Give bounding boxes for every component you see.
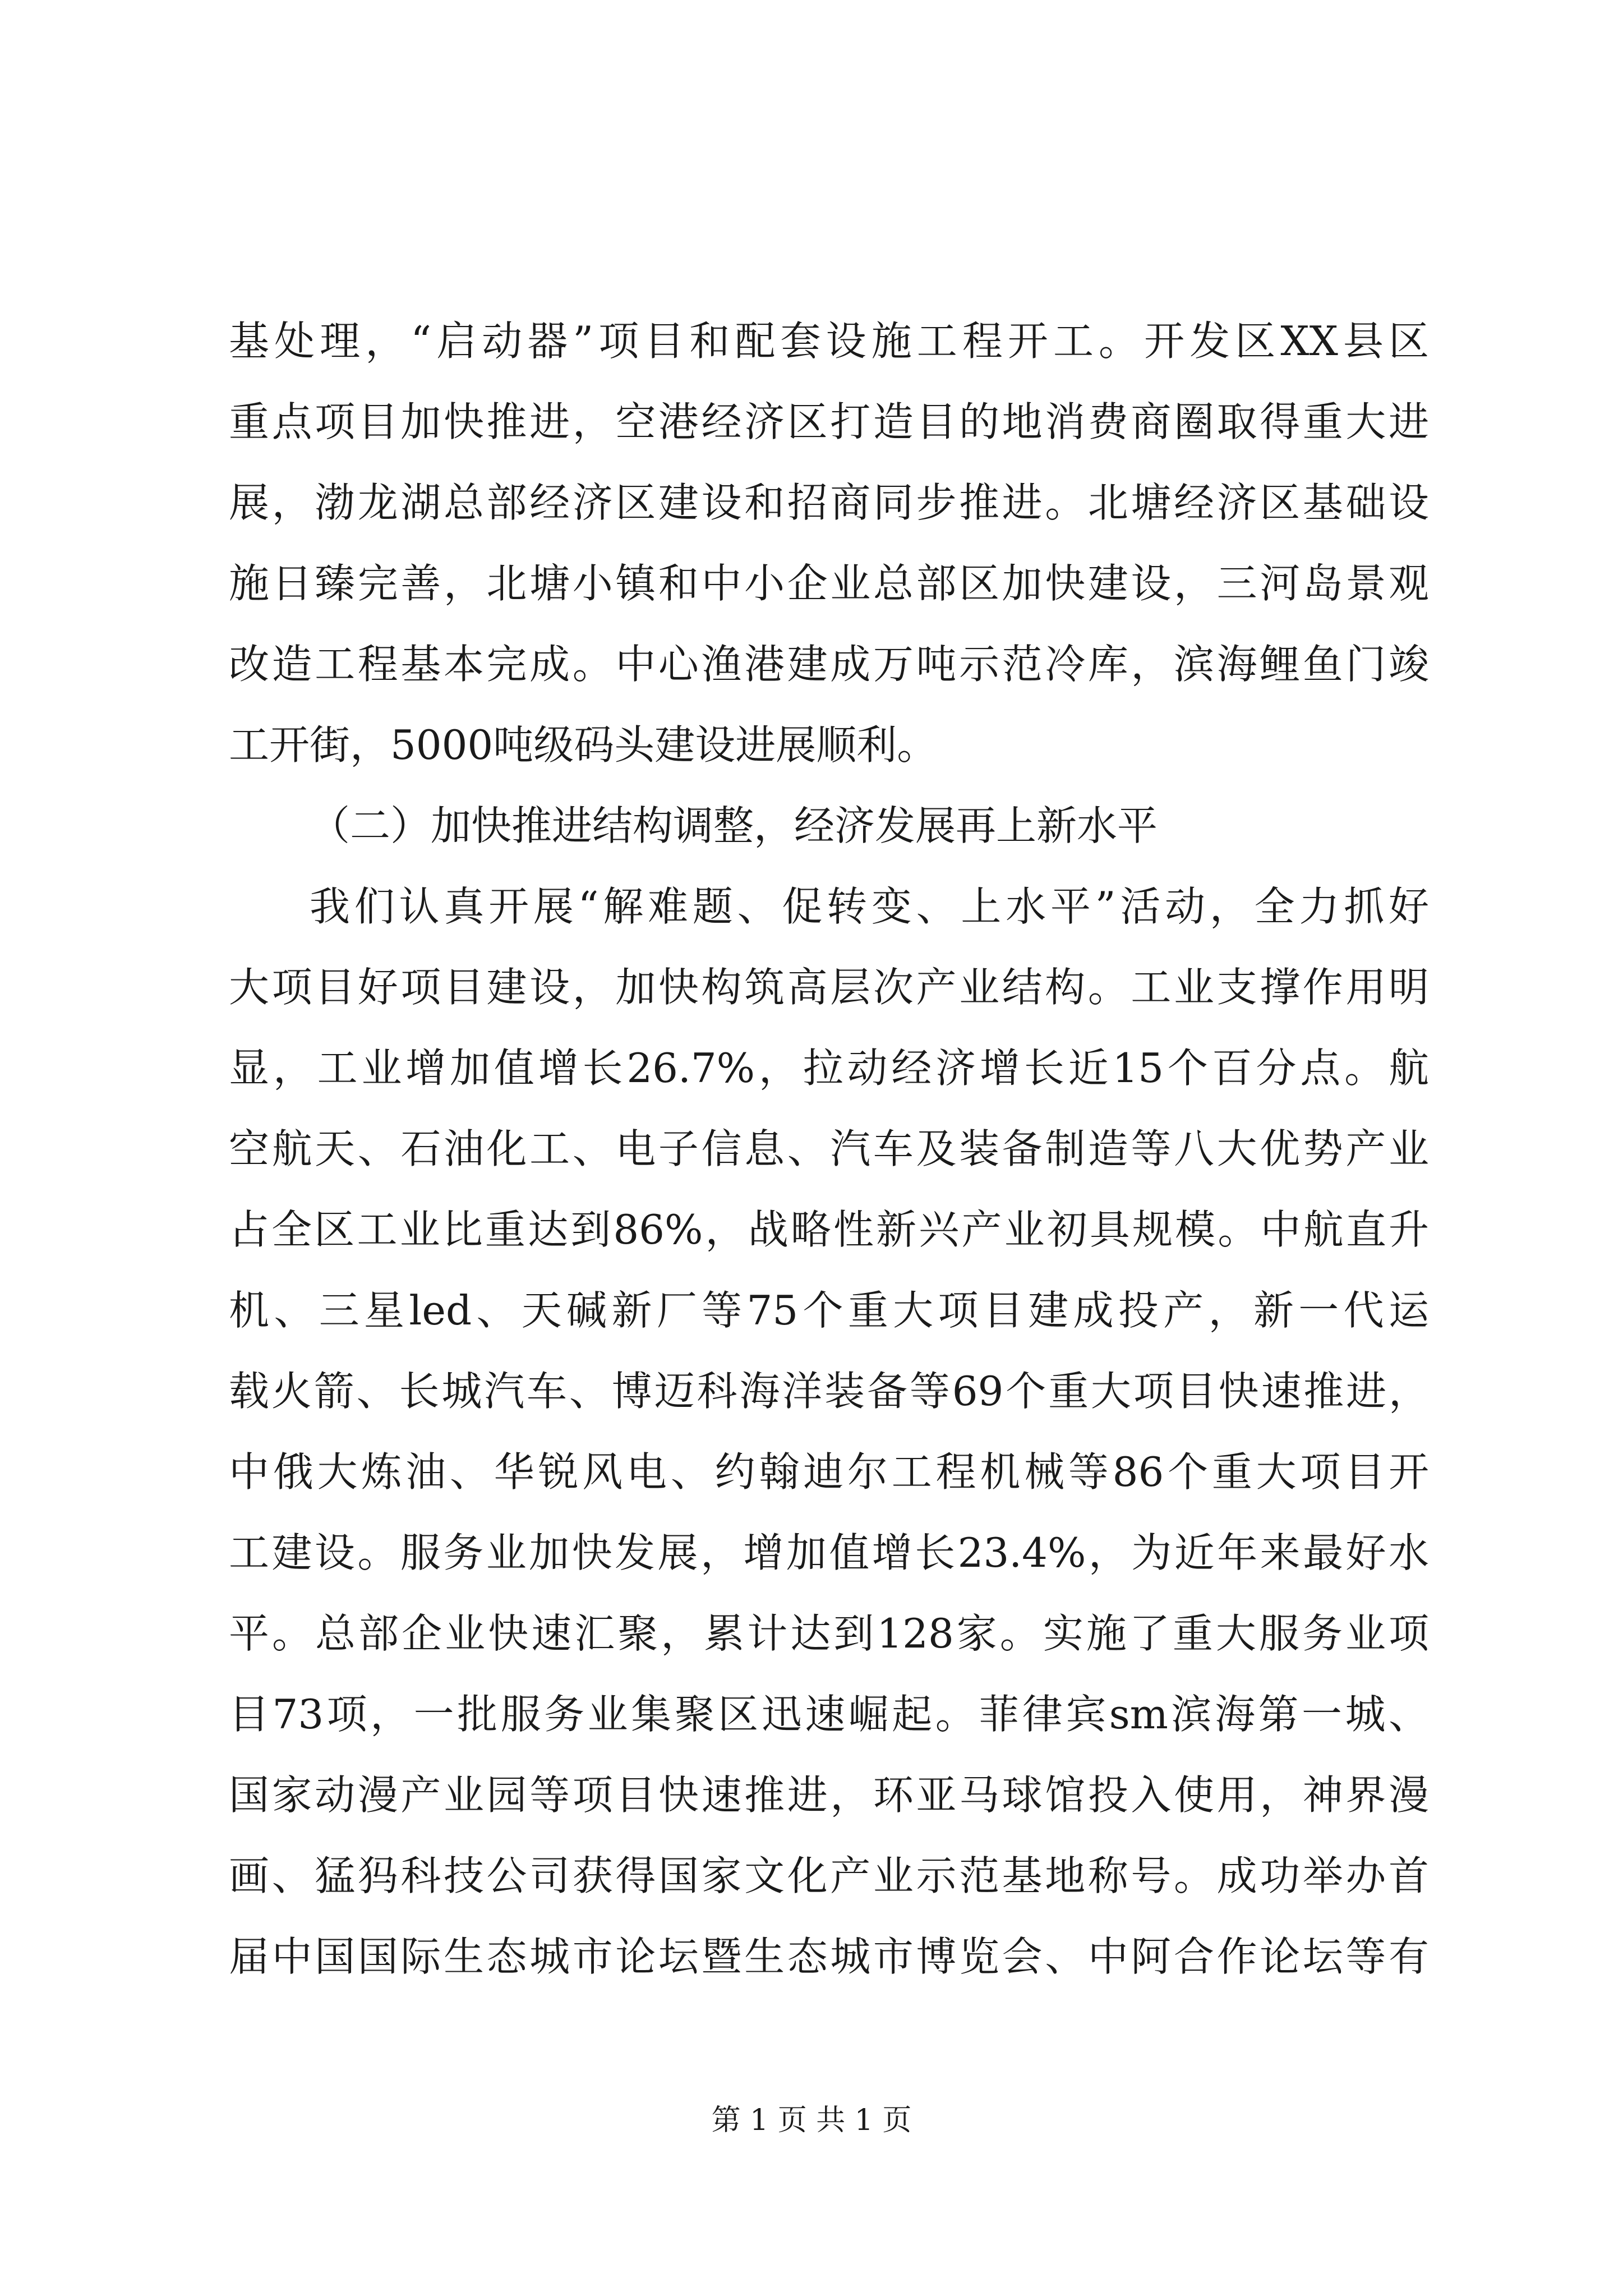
text-line: 机、三星led、天碱新厂等75个重大项目建成投产，新一代运 <box>229 1287 1429 1334</box>
text-line: 载火箭、长城汽车、博迈科海洋装备等69个重大项目快速推进， <box>229 1368 1429 1415</box>
text-line: 施日臻完善，北塘小镇和中小企业总部区加快建设，三河岛景观 <box>229 560 1429 607</box>
section-heading <box>229 785 1429 866</box>
text-line: 基处理，“启动器”项目和配套设施工程开工。开发区XX县区 <box>229 318 1429 365</box>
text-line: 显，工业增加值增长26.7%，拉动经济增长近15个百分点。航 <box>229 1045 1429 1092</box>
text-line: 届中国国际生态城市论坛暨生态城市博览会、中阿合作论坛等有 <box>229 1933 1429 1980</box>
text-line: 大项目好项目建设，加快构筑高层次产业结构。工业支撑作用明 <box>229 964 1429 1011</box>
paragraph-continued <box>229 301 1429 785</box>
text-line: 改造工程基本完成。中心渔港建成万吨示范冷库，滨海鲤鱼门竣 <box>229 641 1429 688</box>
paragraph <box>229 866 1429 1997</box>
text-line: 工建设。服务业加快发展，增加值增长23.4%，为近年来最好水 <box>229 1529 1429 1576</box>
document-body <box>229 301 1429 1997</box>
text-line: 中俄大炼油、华锐风电、约翰迪尔工程机械等86个重大项目开 <box>229 1448 1429 1496</box>
page-number-label: 第 1 页 共 1 页 <box>711 2104 912 2137</box>
text-line: 工开街，5000吨级码头建设进展顺利。 <box>229 721 938 769</box>
page-footer <box>0 2098 1623 2143</box>
text-line: 占全区工业比重达到86%，战略性新兴产业初具规模。中航直升 <box>229 1206 1429 1253</box>
heading-text: （二）加快推进结构调整，经济发展再上新水平 <box>310 802 1158 849</box>
text-line: 我们认真开展“解难题、促转变、上水平”活动，全力抓好 <box>310 883 1429 930</box>
text-line: 重点项目加快推进，空港经济区打造目的地消费商圈取得重大进 <box>229 398 1429 445</box>
text-line: 空航天、石油化工、电子信息、汽车及装备制造等八大优势产业 <box>229 1125 1429 1172</box>
text-line: 目73项，一批服务业集聚区迅速崛起。菲律宾sm滨海第一城、 <box>229 1691 1429 1738</box>
text-line: 画、猛犸科技公司获得国家文化产业示范基地称号。成功举办首 <box>229 1852 1429 1899</box>
text-line: 平。总部企业快速汇聚，累计达到128家。实施了重大服务业项 <box>229 1610 1429 1657</box>
text-line: 国家动漫产业园等项目快速推进，环亚马球馆投入使用，神界漫 <box>229 1772 1429 1819</box>
text-line: 展，渤龙湖总部经济区建设和招商同步推进。北塘经济区基础设 <box>229 479 1429 526</box>
